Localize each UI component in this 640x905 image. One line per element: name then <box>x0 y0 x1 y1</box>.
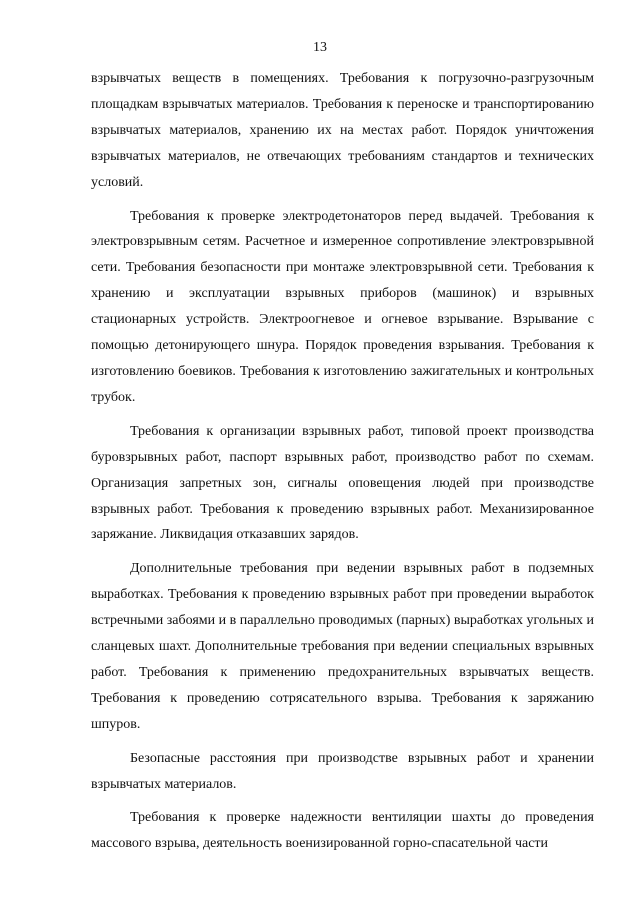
paragraph-underground: Дополнительные требования при ведении взрывных работ в подземных выработках. Требования к проведению взрывных работ при проведении выработок встречными забоями и в параллельно проводимых (парных) выработках угольных и сланцевых шахт. Дополнительные требования при ведении специальных взрывных работ. Требования к применению предохранительных взрывчатых веществ. Требования к проведению сотрясательного взрыва. Требования к заряжанию шпуров. <box>91 561 594 732</box>
paragraph-detonators: Требования к проверке электродетонаторов перед выдачей. Требования к электровзрывным сетям. Расчетное и измеренное сопротивление электровзрывной сети. Требования безопасности при монтаже электровзрывной сети. Требования к хранению и эксплуатации взрывных приборов (машинок) и взрывных стационарных устройств. Электроогневое и огневое взрывание. Взрывание с помощью детонирующего шнура. Порядок проведения взрывания. Требования к изготовлению боевиков. Требования к изготовлению зажигательных и контрольных трубок. <box>91 208 594 405</box>
paragraph-organization: Требования к организации взрывных работ, типовой проект производства буровзрывных работ, паспорт взрывных работ, производство работ по схемам. Организация запретных зон, сигналы оповещения людей при производстве взрывных работ. Требования к проведению взрывных работ. Механизированное заряжание. Ликвидация отказавших зарядов. <box>91 423 594 543</box>
paragraph-continuation: взрывчатых веществ в помещениях. Требования к погрузочно-разгрузочным площадкам взрывчатых материалов. Требования к переноске и транспортированию взрывчатых материалов, хранению их на местах работ. Порядок уничтожения взрывчатых материалов, не отвечающих требованиям стандартов и технических условий. <box>91 71 594 190</box>
paragraph-safe-distances: Безопасные расстояния при производстве взрывных работ и хранении взрывчатых материалов. <box>91 750 594 792</box>
paragraph-ventilation: Требования к проверке надежности вентиляции шахты до проведения массового взрыва, деятельность военизированной горно-спасательной части <box>91 810 594 852</box>
page-number: 13 <box>313 40 327 55</box>
body-text <box>91 66 594 857</box>
